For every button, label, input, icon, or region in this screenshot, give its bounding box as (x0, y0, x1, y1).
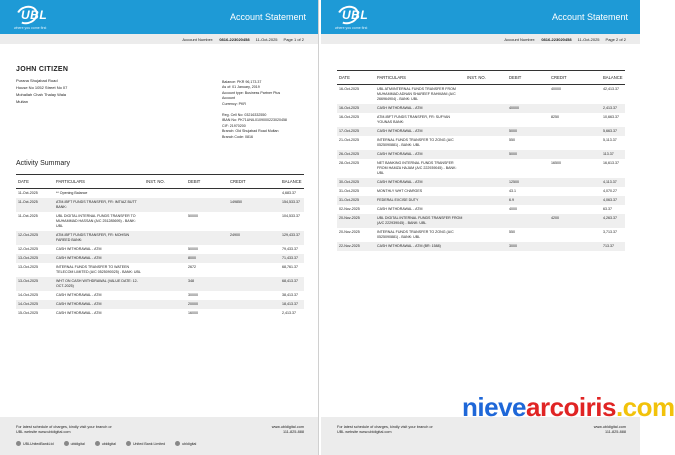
social-label: ubldigital (101, 441, 116, 446)
cell-credit (549, 228, 601, 242)
footer-phone: 111-825-888 (605, 430, 626, 434)
cell-date: 20-Nov-2025 (339, 216, 360, 220)
cell-particulars: CASH WITHDRAWAL - ATM (377, 207, 423, 211)
statement-title: Account Statement (229, 12, 306, 22)
meta-bar (0, 34, 318, 44)
statement-date: 11-Oct-2025 (577, 36, 600, 42)
statement-title: Account Statement (551, 12, 628, 22)
cell-particulars: ATM-IBFT FUNDS TRANSFER, FR: MOHSIN FAREED BANK: (56, 233, 130, 242)
cell-balance: 129,433.37 (282, 233, 300, 237)
table-body (16, 189, 304, 319)
cell-debit (507, 85, 549, 105)
linkedin-link[interactable] (126, 441, 165, 446)
cell-particulars: MONTHLY WHT CHARGES (377, 189, 423, 193)
footer-contact (594, 425, 626, 435)
col-credit: CREDIT (551, 75, 567, 80)
footer-note (16, 425, 112, 435)
cell-date: 20-Nov-2025 (339, 230, 360, 234)
col-credit: CREDIT (230, 179, 246, 184)
table-row (16, 277, 304, 291)
cell-particulars: CASH WITHDRAWAL - ATM (56, 311, 102, 315)
cell-date: 12-Oct-2025 (18, 233, 38, 237)
cell-balance: 68,413.37 (282, 279, 298, 283)
cell-inst-no (465, 136, 507, 150)
cell-debit: 348 (188, 279, 194, 283)
cell-debit: 550 (509, 138, 515, 142)
cell-debit: 5000 (509, 129, 517, 133)
cell-date: 02-Nov-2025 (339, 207, 360, 211)
cell-inst-no (465, 178, 507, 187)
customer-address (16, 77, 156, 105)
cell-balance: 4,063.37 (603, 198, 617, 202)
cell-credit (228, 309, 280, 318)
col-balance: BALANCE (603, 75, 623, 80)
reg-cell: Reg. Cell No: 03216332550 (222, 113, 267, 118)
cell-inst-no (465, 214, 507, 228)
ubl-logo (337, 6, 377, 28)
cell-balance: 63.37 (603, 207, 612, 211)
footer-note-line: For latest schedule of charges, kindly visit your branch or (16, 425, 112, 429)
cell-particulars: INTERNAL FUNDS TRANSFER TO WATEEN TELECOM LIMITED (A/C 0525090025) - BANK: UBL (56, 265, 141, 274)
cell-balance: 42,413.37 (603, 87, 619, 91)
watermark-part: .com (615, 392, 675, 422)
table-header-row (337, 71, 625, 85)
customer-block (16, 66, 156, 105)
cell-debit (507, 214, 549, 228)
address-line: Mohallah Chah Thalay Wala (16, 92, 67, 97)
cell-particulars: CASH WITHDRAWAL - ATM (56, 247, 102, 251)
social-label: UBLUnitedBankLtd (23, 441, 54, 446)
account-label: Account Number: (182, 36, 214, 42)
statement-date: 11-Oct-2025 (255, 36, 278, 42)
cell-debit: 16000 (188, 311, 198, 315)
cell-inst-no (465, 242, 507, 251)
cell-date: 11-Oct-2025 (18, 200, 38, 204)
table-row (16, 231, 304, 245)
cell-credit: 24900 (230, 233, 240, 237)
cell-particulars: INTERNAL FUNDS TRANSFER TO ZONG (A/C 0525090881) - BANK: UBL (377, 138, 454, 147)
cell-debit (186, 189, 228, 199)
cell-balance: 713.37 (603, 244, 614, 248)
table-row (16, 254, 304, 263)
cell-date: 31-Oct-2025 (339, 198, 359, 202)
cell-inst-no (465, 228, 507, 242)
footer-website[interactable]: www.ubldigital.com (593, 425, 626, 429)
facebook-link[interactable] (16, 441, 54, 446)
table-row (337, 242, 625, 251)
table-row (337, 159, 625, 178)
cell-debit (507, 159, 549, 178)
cell-balance: 79,433.37 (282, 247, 298, 251)
cell-date: 14-Oct-2025 (18, 293, 38, 297)
cell-credit: 8250 (551, 115, 559, 119)
page-footer (0, 417, 318, 455)
tagline: where you come first (335, 26, 368, 30)
footer-social (16, 441, 196, 446)
account-type-cont: Account (222, 96, 235, 101)
transactions-table-page-1 (16, 174, 304, 318)
col-debit: DEBIT (509, 75, 522, 80)
cell-credit (549, 187, 601, 196)
cell-inst-no (465, 85, 507, 105)
account-details (222, 80, 314, 140)
cell-credit (228, 300, 280, 309)
cell-credit (549, 196, 601, 205)
cif: CIF: 21970200 (222, 123, 246, 128)
cell-debit: 30000 (188, 293, 198, 297)
cell-particulars: UBL DIGITAL INTERNAL FUNDS TRANSFER FROM (A/C 222939045) - BANK: UBL (377, 216, 463, 225)
page-header (321, 0, 640, 34)
cell-credit (228, 189, 280, 199)
table-row (337, 104, 625, 113)
col-inst-no: INST. NO. (467, 75, 486, 80)
cell-credit: 4200 (551, 216, 559, 220)
cell-particulars: ** Opening Balance (56, 191, 88, 195)
facebook-icon (16, 441, 21, 446)
logo-text: UBL (342, 8, 369, 22)
cell-credit (549, 205, 601, 214)
table-row (337, 136, 625, 150)
watermark-part: arcoiris (526, 392, 616, 422)
cell-date: 13-Oct-2025 (18, 256, 38, 260)
footer-note (337, 425, 433, 435)
logo-text: UBL (21, 8, 48, 22)
cell-particulars: CASH WITHDRAWAL - ATM (BR: 1588) (377, 244, 441, 248)
twitter-icon (64, 441, 69, 446)
account-type: Account type: Business Partner Plus (222, 90, 281, 95)
address-line: Multan (16, 99, 29, 104)
cell-credit (228, 263, 280, 277)
cell-credit: 16500 (551, 161, 561, 165)
table-body (337, 85, 625, 252)
cell-particulars: INTERNAL FUNDS TRANSFER TO ZONG (A/C 0525090881) - BANK: UBL (377, 230, 454, 239)
cell-credit (549, 178, 601, 187)
cell-balance: 68,761.37 (282, 265, 298, 269)
cell-debit: 50000 (188, 214, 198, 218)
cell-inst-no (144, 231, 186, 245)
cell-date: 31-Oct-2025 (339, 189, 359, 193)
customer-name: JOHN CITIZEN (16, 66, 69, 73)
cell-credit: 40000 (551, 87, 561, 91)
table-row (16, 189, 304, 199)
table-row (16, 263, 304, 277)
table-row (337, 150, 625, 159)
meta-bar (321, 34, 640, 44)
cell-debit: 550 (509, 230, 515, 234)
cell-inst-no (465, 159, 507, 178)
cell-debit (186, 198, 228, 212)
cell-inst-no (465, 127, 507, 136)
address-line: House No 1052 Street No 07 (16, 85, 68, 90)
table-row (337, 187, 625, 196)
cell-inst-no (144, 245, 186, 254)
social-label: United Bank Limited (132, 441, 166, 446)
cell-balance: 5,113.37 (603, 138, 617, 142)
cell-particulars: CASH WITHDRAWAL - ATM (56, 302, 102, 306)
page-indicator: Page 2 of 2 (605, 36, 626, 42)
cell-inst-no (144, 291, 186, 300)
cell-particulars: CASH WITHDRAWAL - ATM (56, 256, 102, 260)
cell-credit (549, 104, 601, 113)
cell-credit (228, 291, 280, 300)
footer-contact (272, 425, 304, 435)
cell-date: 30-Oct-2025 (339, 180, 359, 184)
statement-page-1 (0, 0, 319, 455)
cell-balance: 38,413.37 (282, 293, 298, 297)
col-particulars: PARTICULARS (377, 75, 406, 80)
table-row (16, 291, 304, 300)
cell-date: 11-Oct-2025 (18, 191, 38, 195)
youtube-link[interactable] (175, 441, 196, 446)
cell-debit: 3000 (509, 244, 517, 248)
cell-debit: 5000 (509, 152, 517, 156)
iban: IBAN No: PK71UNIL0109000223020458 (222, 118, 287, 123)
cell-inst-no (465, 187, 507, 196)
footer-note-line: UBL website www.ubldigital.com (16, 430, 71, 434)
cell-inst-no (465, 104, 507, 113)
cell-debit: 2672 (188, 265, 196, 269)
cell-balance: 18,413.37 (282, 302, 298, 306)
cell-balance: 104,533.37 (282, 214, 300, 218)
cell-debit: 8000 (188, 256, 196, 260)
cell-date: 11-Oct-2025 (18, 214, 38, 218)
cell-balance: 71,433.37 (282, 256, 298, 260)
cell-balance: 16,613.37 (603, 161, 619, 165)
cell-particulars: WHT ON CASH WITHDRAWAL (VALUE DATE: 12-OCT-2025) (56, 279, 138, 288)
cell-debit: 50000 (188, 247, 198, 251)
table-row (16, 300, 304, 309)
cell-balance: 4,113.37 (603, 180, 617, 184)
cell-debit: 12500 (509, 180, 519, 184)
social-label: ubldigital (182, 441, 197, 446)
cell-date: 16-Oct-2025 (339, 115, 359, 119)
tagline: where you come first (14, 26, 47, 30)
cell-inst-no (144, 277, 186, 291)
activity-summary-title: Activity Summary (16, 160, 71, 167)
col-particulars: PARTICULARS (56, 179, 85, 184)
cell-particulars: NET BANKING INTERNAL FUNDS TRANSFER FROM HAMZA HAJAM (A/C 222939045) - BANK: UBL (377, 161, 457, 175)
cell-balance: 113.37 (603, 152, 614, 156)
cell-balance: 4,263.37 (603, 216, 617, 220)
table-row (337, 127, 625, 136)
page-indicator: Page 1 of 2 (283, 36, 304, 42)
cell-debit (186, 231, 228, 245)
cell-date: 16-Oct-2025 (339, 87, 359, 91)
cell-particulars: ATM-IBFT FUNDS TRANSFER, FR: SUFYAN YOUNAS BANK: (377, 115, 451, 124)
table-row (337, 205, 625, 214)
cell-date: 12-Oct-2025 (18, 247, 38, 251)
cell-balance: 2,413.37 (282, 311, 296, 315)
account-label: Account Number: (504, 36, 536, 42)
cell-particulars: CASH WITHDRAWAL - ATM (377, 180, 423, 184)
cell-balance: 154,533.37 (282, 200, 300, 204)
cell-inst-no (144, 212, 186, 231)
table-row (337, 214, 625, 228)
cell-particulars: CASH WITHDRAWAL - ATM (377, 106, 423, 110)
cell-inst-no (465, 150, 507, 159)
col-inst-no: INST. NO. (146, 179, 165, 184)
cell-inst-no (144, 198, 186, 212)
cell-credit (549, 127, 601, 136)
cell-debit: 6.9 (509, 198, 514, 202)
footer-note-line: For latest schedule of charges, kindly visit your branch or (337, 425, 433, 429)
cell-inst-no (144, 189, 186, 199)
twitter-link[interactable] (64, 441, 85, 446)
cell-date: 28-Oct-2025 (339, 161, 359, 165)
cell-credit (549, 242, 601, 251)
cell-date: 21-Oct-2025 (339, 138, 359, 142)
address-line: Purana Shujabad Road (16, 78, 58, 83)
table-row (16, 309, 304, 318)
cell-credit (228, 277, 280, 291)
cell-particulars: UBL ATM/INTERNAL FUNDS TRANSFER FROM MUHAMMAD ADNAN SHAREEF RAHMANI (A/C 266964904) - BANK: UBL (377, 87, 456, 101)
cell-inst-no (465, 113, 507, 127)
cell-balance: 5,663.37 (603, 129, 617, 133)
col-balance: BALANCE (282, 179, 302, 184)
table-row (16, 198, 304, 212)
cell-particulars: CASH WITHDRAWAL - ATM (377, 129, 423, 133)
cell-debit: 43.1 (509, 189, 516, 193)
branch: Branch: Old Shujabad Road Multan (222, 129, 279, 134)
cell-balance: 2,413.37 (603, 106, 617, 110)
linkedin-icon (126, 441, 131, 446)
watermark (462, 392, 675, 423)
cell-debit (507, 113, 549, 127)
cell-credit (228, 245, 280, 254)
cell-credit (549, 136, 601, 150)
cell-date: 14-Oct-2025 (18, 302, 38, 306)
cell-date: 15-Oct-2025 (18, 311, 38, 315)
instagram-icon (95, 441, 100, 446)
col-date: DATE (339, 75, 350, 80)
table-row (337, 228, 625, 242)
cell-debit: 40000 (509, 106, 519, 110)
cell-particulars: CASH WITHDRAWAL - ATM (56, 293, 102, 297)
cell-date: 17-Oct-2025 (339, 129, 359, 133)
account-number: 0816-223020458 (219, 36, 250, 42)
cell-inst-no (144, 263, 186, 277)
cell-debit: 4000 (509, 207, 517, 211)
table-row (16, 212, 304, 231)
cell-debit: 20000 (188, 302, 198, 306)
youtube-icon (175, 441, 180, 446)
cell-date: 13-Oct-2025 (18, 265, 38, 269)
cell-particulars: CASH WITHDRAWAL - ATM (377, 152, 423, 156)
table-row (337, 196, 625, 205)
statement-page-2 (321, 0, 640, 455)
branch-code: Branch Code: 0816 (222, 134, 253, 139)
instagram-link[interactable] (95, 441, 116, 446)
transactions-table-page-2 (337, 70, 625, 251)
account-number: 0816-223020458 (541, 36, 572, 42)
footer-note-line: UBL website www.ubldigital.com (337, 430, 392, 434)
table-row (16, 245, 304, 254)
table-header-row (16, 175, 304, 189)
col-date: DATE (18, 179, 29, 184)
col-debit: DEBIT (188, 179, 201, 184)
cell-inst-no (465, 205, 507, 214)
cell-balance: 3,713.37 (603, 230, 617, 234)
cell-balance: 10,663.37 (603, 115, 619, 119)
as-of-date: As of: 01 January, 2019 (222, 85, 260, 90)
cell-credit (228, 254, 280, 263)
table-row (337, 178, 625, 187)
watermark-part: nieve (462, 392, 526, 422)
cell-inst-no (465, 196, 507, 205)
footer-phone: 111-825-888 (283, 430, 304, 434)
cell-credit: 149850 (230, 200, 242, 204)
cell-date: 26-Oct-2025 (339, 152, 359, 156)
ubl-logo (16, 6, 56, 28)
currency: Currency: PKR (222, 101, 246, 106)
social-label: ubldigital (70, 441, 85, 446)
table-row (337, 113, 625, 127)
cell-inst-no (144, 309, 186, 318)
cell-date: 22-Nov-2025 (339, 244, 360, 248)
cell-date: 16-Oct-2025 (339, 106, 359, 110)
cell-inst-no (144, 300, 186, 309)
table-row (337, 85, 625, 105)
cell-balance: 4,070.27 (603, 189, 617, 193)
cell-inst-no (144, 254, 186, 263)
balance: Balance: PKR 96,173.37 (222, 80, 262, 84)
cell-balance: 4,683.37 (282, 191, 296, 195)
cell-particulars: ATM-IBFT FUNDS TRANSFER, FR: IMTIAZ BUTT BANK: (56, 200, 137, 209)
page-header (0, 0, 318, 34)
cell-date: 13-Oct-2025 (18, 279, 38, 283)
footer-website[interactable]: www.ubldigital.com (271, 425, 304, 429)
cell-credit (228, 212, 280, 231)
cell-particulars: FEDERAL EXCISE DUTY (377, 198, 419, 202)
cell-particulars: UBL DIGITAL INTERNAL FUNDS TRANSFER TO MUHAMMAD HASSAN (A/C 251285695) - BANK: UBL (56, 214, 136, 228)
cell-credit (549, 150, 601, 159)
